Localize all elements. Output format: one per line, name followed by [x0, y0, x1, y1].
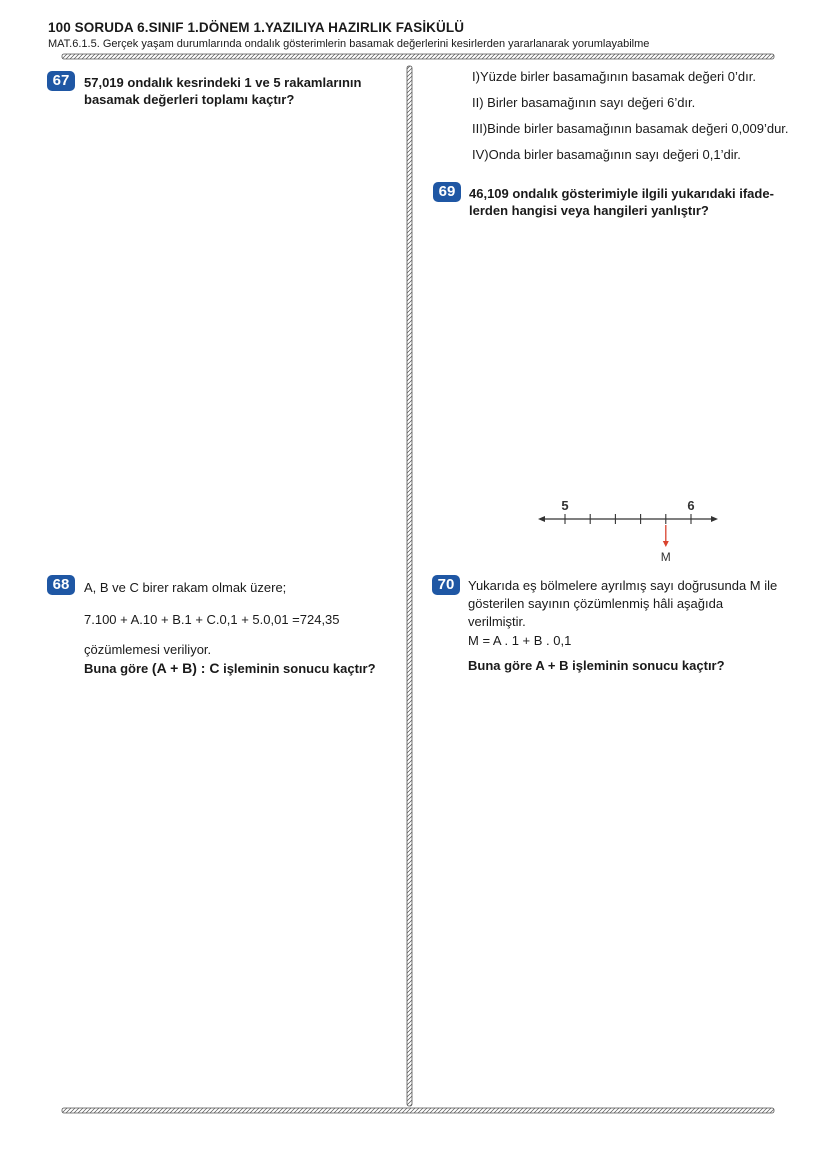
left-arrowhead: [538, 516, 545, 522]
top-hatched-rule: [0, 52, 828, 64]
question-number-67: 67: [47, 71, 75, 91]
question-69-line1: 46,109 ondalık gösterimiyle ilgili yukarıdaki ifade-: [469, 186, 774, 201]
question-67-line2: basamak değerleri toplamı kaçtır?: [84, 92, 295, 107]
question-68-intro: A, B ve C birer rakam olmak üzere;: [84, 580, 287, 595]
start-label: 5: [561, 498, 569, 513]
statement-1: I)Yüzde birler basamağının basamak değeri 0’dır.: [472, 69, 756, 84]
question-67-line1: 57,019 ondalık kesrindeki 1 ve 5 rakamlarının: [84, 75, 362, 90]
question-68-expression: (A + B) : C: [151, 660, 220, 676]
question-68-given: çözümlemesi veriliyor.: [84, 642, 212, 657]
number-line-figure: [0, 495, 828, 575]
marker-arrowhead: [663, 541, 669, 547]
question-70-line1: Yukarıda eş bölmelere ayrılmış sayı doğrusunda M ile: [468, 578, 778, 593]
question-67-text: [84, 74, 362, 108]
question-68-ask-suffix: işleminin sonucu kaçtır?: [223, 661, 376, 676]
question-70-line3: verilmiştir.: [468, 614, 526, 629]
learning-outcome: MAT.6.1.5. Gerçek yaşam durumlarında ondalık gösterimlerin basamak değerlerini kesirlerden yararlanarak yorumlayabilme: [48, 38, 650, 50]
statement-2: II) Birler basamağının sayı değeri 6’dır.: [472, 95, 696, 110]
question-number-70: 70: [432, 575, 460, 595]
marker-label: M: [660, 550, 671, 564]
question-70-line2: gösterilen sayının çözümlenmiş hâli aşağıda: [468, 596, 724, 611]
question-68-equation: 7.100 + A.10 + B.1 + C.0,1 + 5.0,01 =724,35: [84, 612, 340, 627]
question-70-line4: M = A . 1 + B . 0,1: [468, 633, 572, 648]
question-number-69: 69: [433, 182, 461, 202]
question-68-ask: [84, 660, 376, 677]
question-69-text: [469, 185, 774, 219]
question-68-ask-prefix: Buna göre: [84, 661, 149, 676]
right-arrowhead: [711, 516, 718, 522]
column-divider: [405, 66, 415, 1106]
end-label: 6: [687, 498, 695, 513]
statement-3: III)Binde birler basamağının basamak değeri 0,009’dur.: [472, 121, 789, 136]
statement-4: IV)Onda birler basamağının sayı değeri 0,1’dir.: [472, 147, 741, 162]
bottom-hatched-rule: [0, 1106, 828, 1118]
question-69-line2: lerden hangisi veya hangileri yanlıştır?: [469, 203, 709, 218]
question-number-68: 68: [47, 575, 75, 595]
question-70-ask: Buna göre A + B işleminin sonucu kaçtır?: [468, 658, 725, 673]
page-title: 100 SORUDA 6.SINIF 1.DÖNEM 1.YAZILIYA HAZIRLIK FASİKÜLÜ: [48, 20, 465, 35]
